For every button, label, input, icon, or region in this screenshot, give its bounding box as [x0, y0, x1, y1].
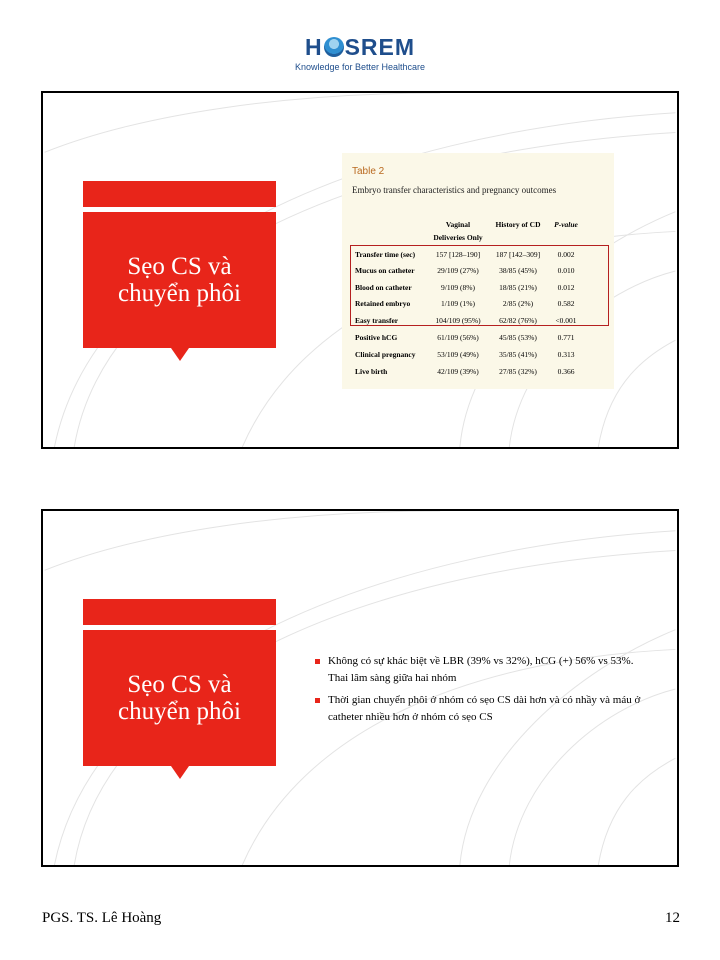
outcomes-table [342, 153, 614, 389]
cell-cd: 187 [142–309] [495, 250, 541, 259]
globe-icon [324, 37, 344, 57]
header-cd: History of CD [495, 220, 541, 229]
cell-cd: 35/85 (41%) [499, 350, 537, 359]
cell-vaginal: 104/109 (95%) [435, 316, 481, 325]
logo-tagline: Knowledge for Better Healthcare [294, 62, 426, 72]
cell-pvalue: 0.010 [557, 266, 575, 275]
row-label: Transfer time (sec) [355, 250, 416, 259]
bullet-list [315, 653, 645, 731]
slide-1 [41, 91, 679, 449]
slide-2-title: Sẹo CS và chuyển phôi [118, 671, 241, 725]
header-vaginal: Vaginal Deliveries Only [433, 220, 483, 242]
cell-cd: 18/85 (21%) [499, 283, 537, 292]
slide-1-title: Sẹo CS và chuyển phôi [118, 253, 241, 307]
row-label: Easy transfer [355, 316, 399, 325]
cell-vaginal: 9/109 (8%) [441, 283, 475, 292]
cell-vaginal: 29/109 (27%) [437, 266, 479, 275]
table-row [342, 333, 614, 349]
table-row [342, 316, 614, 332]
row-label: Blood on catheter [355, 283, 412, 292]
row-label: Live birth [355, 367, 388, 376]
title-accent-strip [83, 181, 276, 207]
logo-letter-h: H [304, 34, 323, 60]
footer-author: PGS. TS. Lê Hoàng [42, 910, 162, 926]
table-row [342, 299, 614, 315]
cell-vaginal: 157 [128–190] [435, 250, 481, 259]
logo-wordmark [0, 34, 720, 60]
cell-cd: 38/85 (45%) [499, 266, 537, 275]
page-number: 12 [665, 910, 680, 926]
table-caption: Embryo transfer characteristics and pregnancy outcomes [352, 185, 557, 195]
cell-pvalue: <0.001 [555, 316, 577, 325]
row-label: Retained embryo [355, 299, 411, 308]
cell-pvalue: 0.313 [557, 350, 575, 359]
table-label: Table 2 [352, 166, 385, 177]
table-row [342, 283, 614, 299]
slide-1-title-box [83, 212, 276, 348]
header-pvalue: P-value [554, 220, 578, 229]
hosrem-logo [0, 34, 720, 72]
cell-cd: 27/85 (32%) [499, 367, 537, 376]
title-accent-strip [83, 599, 276, 625]
table-row [342, 350, 614, 366]
bullet-item: Thời gian chuyển phôi ở nhóm có sẹo CS dài hơn và có nhầy và máu ở catheter nhiều hơn ở nhóm có sẹo CS [315, 692, 645, 726]
table-row [342, 250, 614, 266]
row-label: Clinical pregnancy [355, 350, 416, 359]
bullet-item: Không có sự khác biệt về LBR (39% vs 32%), hCG (+) 56% vs 53%. Thai lâm sàng giữa hai nhóm [315, 653, 645, 687]
cell-vaginal: 53/109 (49%) [437, 350, 479, 359]
cell-pvalue: 0.582 [557, 299, 575, 308]
cell-vaginal: 42/109 (39%) [437, 367, 479, 376]
table-row [342, 266, 614, 282]
logo-letters-srem: SREM [344, 34, 416, 60]
title-box-pointer [171, 348, 189, 361]
cell-vaginal: 1/109 (1%) [441, 299, 475, 308]
table-row [342, 367, 614, 383]
slide-2 [41, 509, 679, 867]
title-box-pointer [171, 766, 189, 779]
slide-2-title-box [83, 630, 276, 766]
row-label: Positive hCG [355, 333, 398, 342]
row-label: Mucus on catheter [355, 266, 415, 275]
cell-cd: 62/82 (76%) [499, 316, 537, 325]
cell-pvalue: 0.002 [557, 250, 575, 259]
cell-pvalue: 0.366 [557, 367, 575, 376]
cell-pvalue: 0.012 [557, 283, 575, 292]
cell-cd: 2/85 (2%) [502, 299, 534, 308]
cell-pvalue: 0.771 [557, 333, 575, 342]
cell-vaginal: 61/109 (56%) [437, 333, 479, 342]
cell-cd: 45/85 (53%) [499, 333, 537, 342]
